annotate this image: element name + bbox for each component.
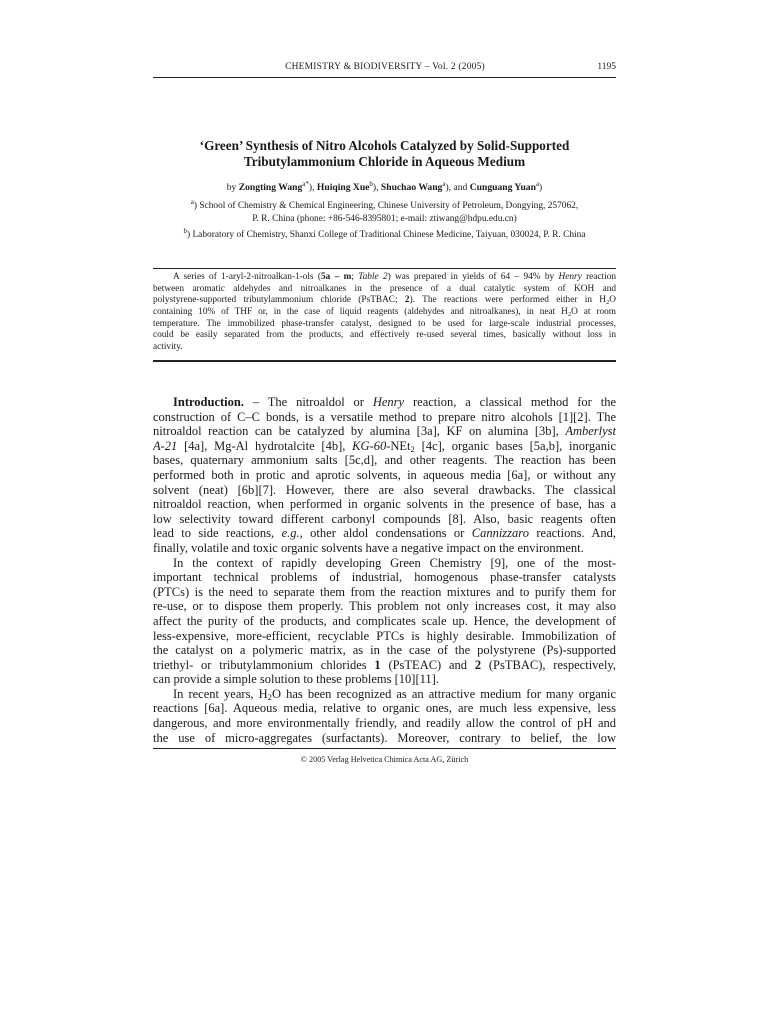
body-line: reactions [6a]. Aqueous media, relative to organic ones, are much less expensive, less <box>153 701 616 716</box>
introduction-body <box>153 395 616 745</box>
author-4-affil-mark: a <box>535 180 540 188</box>
affiliation-b-mark: b <box>183 227 187 236</box>
author-1: Zongting Wang <box>238 182 303 194</box>
abstract-top-rule <box>153 268 616 269</box>
affiliation-b-line-1 <box>153 225 616 242</box>
affiliations <box>153 196 616 242</box>
body-line: In recent years, $H_2O$ has been recognized as an attractive medium for many organic <box>173 686 616 702</box>
body-line: In the context of rapidly developing Green Chemistry [9], one of the most- <box>173 555 616 570</box>
corresponding-mark: * <box>305 180 309 188</box>
body-line: the use of micro-aggregates (surfactants). Moreover, contrary to belief, the low <box>153 730 616 745</box>
body-line: performed both in protic and aprotic solvents, in aqueous media [6a], or without any <box>153 467 616 482</box>
abstract-line: temperature. The immobilized phase-transfer catalyst, designed to be used for large-scale industrial processes, <box>153 318 616 329</box>
header-rule <box>153 77 616 78</box>
affiliation-a-mark: a <box>190 198 194 206</box>
body-line: lead to side reactions, e.g., other aldol condensations or Cannizzaro reactions. And, <box>153 526 616 541</box>
abstract-line: A series of 1-aryl-2-nitroalkan-1-ols (5a – m; Table 2) was prepared in yields of 64 – 94% by Henry reaction <box>173 272 617 282</box>
abstract-line: could be easily separated from the products, and effectively re-used several times, basically without loss in <box>153 330 616 341</box>
abstract-line: between aromatic aldehydes and nitroalkanes in the presence of a dual catalytic system of KOH and <box>153 283 616 294</box>
body-line: solvent (neat) [6b][7]. However, there are also several drawbacks. The classical <box>153 482 616 497</box>
page-number: 1195 <box>597 62 616 72</box>
author-4: Cunguang Yuan <box>469 182 536 194</box>
body-line: finally, volatile and toxic organic solvents have a negative impact on the environment. <box>153 540 584 555</box>
author-3: Shuchao Wang <box>380 182 443 194</box>
affiliation-a-line-1 <box>153 196 616 213</box>
author-1-affil-mark: a <box>302 180 306 188</box>
abstract-line: polystyrene-supported tributylammonium chloride (PsTBAC; 2). The reactions were performed either in $H_2O$ <box>153 295 616 307</box>
body-line: (PTCs) is the need to separate them from the reaction mixtures and to purify them for <box>153 584 616 599</box>
section-heading: Introduction. <box>173 395 244 409</box>
body-line: triethyl- or tributylammonium chlorides 1 (PsTEAC) and 2 (PsTBAC), respectively, <box>153 657 616 672</box>
running-header: CHEMISTRY & BIODIVERSITY – Vol. 2 (2005) <box>285 62 485 72</box>
abstract-line: containing 10% of THF or, in the case of liquid reagents (aldehydes and nitroalkanes), in neat $H_2O$ at room <box>153 307 616 319</box>
affiliation-a-line-2: P. R. China (phone: +86-546-8395801; e-mail: ztiwang@hdpu.edu.cn) <box>252 213 517 224</box>
body-line: dangerous, and more environmentally friendly, and readily allow the control of pH and <box>153 716 616 731</box>
body-line: important technical problems of industrial, homogenous phase-transfer catalysts <box>153 570 616 585</box>
body-line: low selectivity toward different carbonyl compounds [8]. Also, basic reagents often <box>153 511 616 526</box>
body-line: can provide a simple solution to these problems [10][11]. <box>153 672 439 687</box>
body-line: re-use, or to dispose them properly. This problem not only increases cost, it may also <box>153 599 616 614</box>
abstract <box>153 272 616 354</box>
affiliation-b-text: ) Laboratory of Chemistry, Shanxi College of Traditional Chinese Medicine, Taiyuan, 030024, P. R. China <box>186 230 586 241</box>
affiliation-a-text: ) School of Chemistry & Chemical Engineering, Chinese University of Petroleum, Dongying, 257062, <box>193 201 579 212</box>
article-title <box>153 138 616 170</box>
by-label: by <box>226 182 237 194</box>
title-line-1: ‘Green’ Synthesis of Nitro Alcohols Catalyzed by Solid-Supported <box>199 138 570 153</box>
author-2: Huiqing Xue <box>316 182 370 194</box>
footer-rule <box>153 748 616 749</box>
body-line: nitroaldol reaction can be catalyzed by alumina [3a], KF on alumina [3b], Amberlyst <box>153 424 616 439</box>
author-3-affil-mark: a <box>442 180 446 188</box>
body-line: less-expensive, more-efficient, recyclable PTCs is highly desirable. Immobilization of <box>153 628 616 643</box>
author-2-affil-mark: b <box>369 180 373 188</box>
body-line: affect the purity of the products, and complicates scale up. Hence, the development of <box>153 613 616 628</box>
abstract-line: activity. <box>153 342 183 353</box>
and-label: and <box>453 182 468 194</box>
title-line-2: Tributylammonium Chloride in Aqueous Medium <box>243 154 526 169</box>
copyright-footer: © 2005 Verlag Helvetica Chimica Acta AG, Zürich <box>300 755 469 764</box>
author-list: by Zongting Wang$^{a*}$), Huiqing Xue$^b$), Shuchao Wang$^a$), and Cunguang Yuan$^a$) <box>226 180 543 194</box>
body-line: the catalyst on a polymeric matrix, as in the case of the polystyrene (Ps)-supported <box>153 643 616 658</box>
abstract-bottom-rule <box>153 360 616 362</box>
body-line: nitroaldol reaction, when performed in organic solvents in the presence of base, has a <box>153 497 616 512</box>
body-line: Introduction. – The nitroaldol or Henry reaction, a classical method for the <box>173 395 616 409</box>
body-line: A-21 [4a], Mg-Al hydrotalcite [4b], KG-60-NEt$_2$ [4c], organic bases [5a,b], inorganic <box>153 438 616 454</box>
body-line: construction of C–C bonds, is a versatile method to prepare nitro alcohols [1][2]. The <box>153 409 616 424</box>
body-line: bases, quaternary ammonium salts [5c,d], and other reagents. The reaction has been <box>153 453 616 468</box>
